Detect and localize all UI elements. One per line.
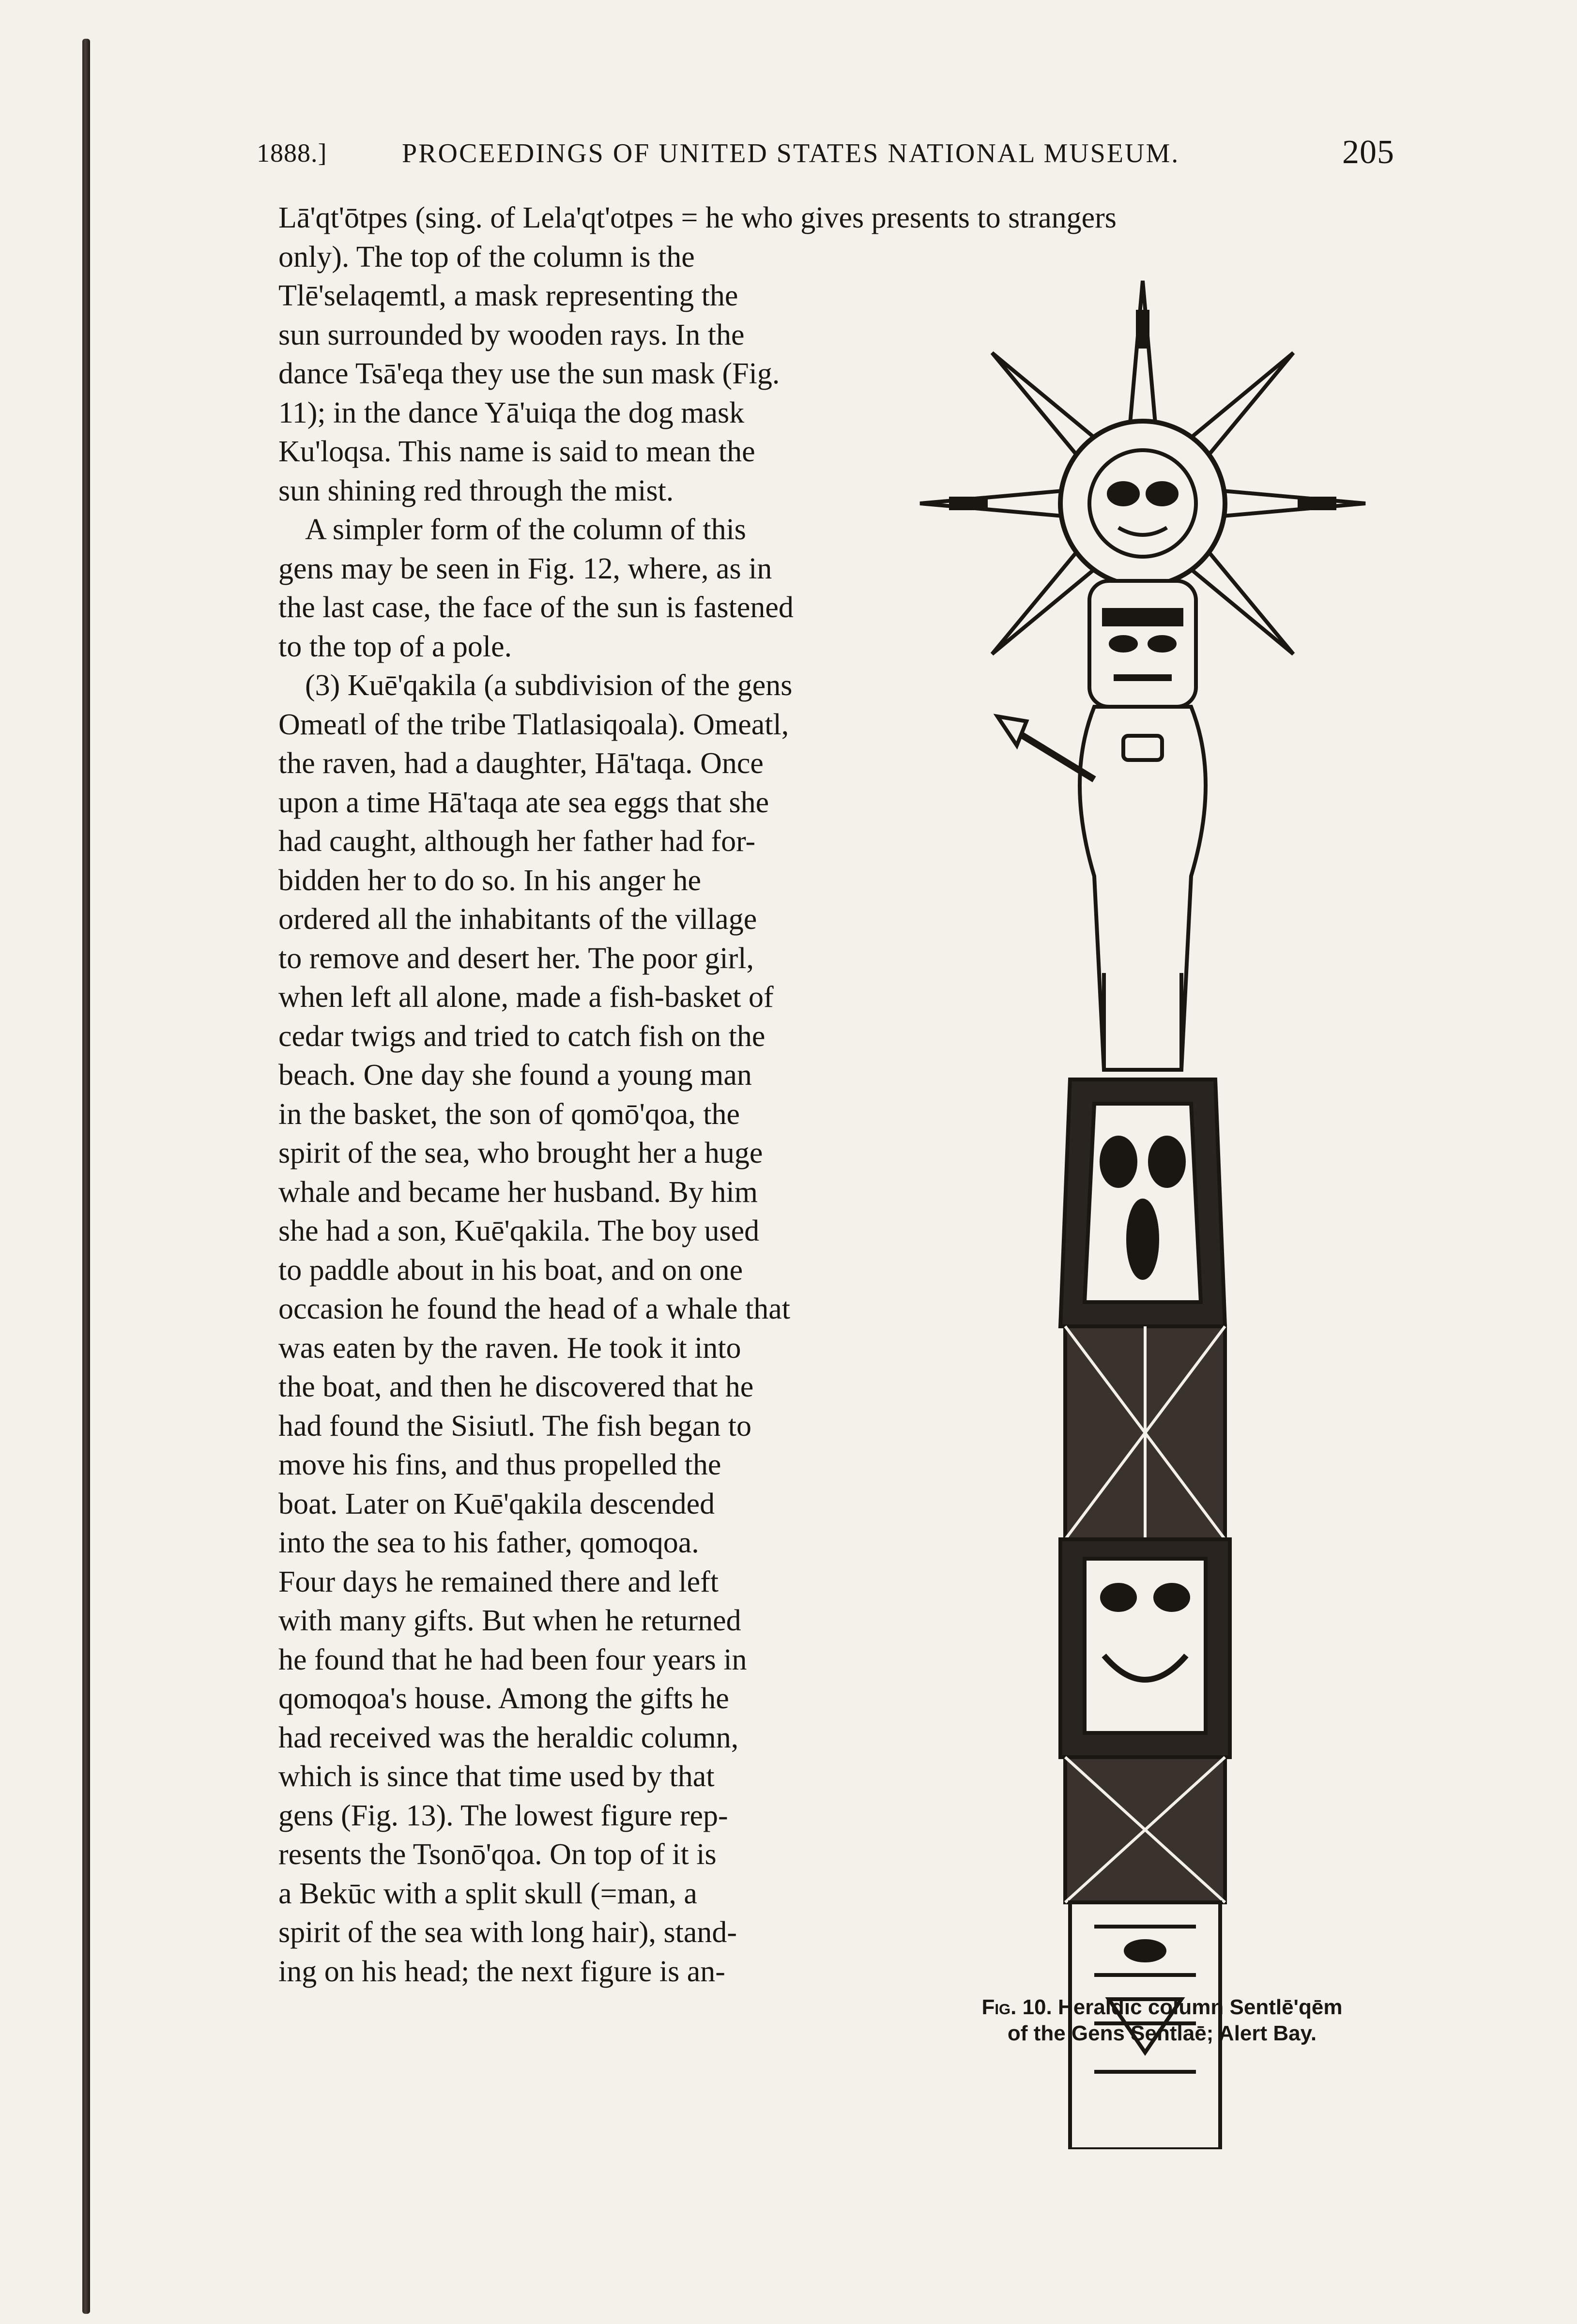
text-line: to the top of a pole. [278,630,512,663]
text-line: sun shining red through the mist. [278,474,674,507]
text-line: had found the Sisiutl. The fish began to [278,1409,751,1443]
text-line: had caught, although her father had for- [278,825,756,858]
text-line: into the sea to his father, qomoqoa. [278,1526,699,1559]
text-line: dance Tsā'eqa they use the sun mask (Fig. [278,357,780,390]
text-line: resents the Tsonō'qoa. On top of it is [278,1838,717,1871]
text-line: whale and became her husband. By him [278,1175,758,1209]
page-number: 205 [1342,134,1394,171]
text-line: to paddle about in his boat, and on one [278,1253,743,1287]
caption-line2: of the Gens Sentlaē; Alert Bay. [1007,2021,1317,2045]
text-line: boat. Later on Kuē'qakila descended [278,1487,715,1520]
text-line: when left all alone, made a fish-basket of [278,981,774,1014]
text-line: bidden her to do so. In his anger he [278,864,701,897]
text-line: upon a time Hā'taqa ate sea eggs that she [278,786,769,819]
heraldic-column-figure [910,271,1375,2149]
caption-text: Heraldic column Sentlē'qēm [1057,1995,1343,2019]
text-line: in the basket, the son of qomō'qoa, the [278,1097,740,1131]
text-line: cedar twigs and tried to catch fish on the [278,1019,766,1053]
text-line: (3) Kuē'qakila (a subdivision of the gens [305,669,793,702]
text-line: only). The top of the column is the [278,240,695,273]
text-line: with many gifts. But when he returned [278,1604,741,1637]
running-header [257,133,1394,177]
totem-illustration [910,271,1375,2149]
text-line: to remove and desert her. The poor girl, [278,942,754,975]
caption-label: Fig. 10. [981,1995,1052,2019]
text-line: had received was the heraldic column, [278,1721,739,1754]
text-line: Omeatl of the tribe Tlatlasiqoala). Omeatl, [278,708,789,741]
header-year: 1888.] [257,138,327,167]
text-line: 11); in the dance Yā'uiqa the dog mask [278,396,745,429]
text-line: Lā'qt'ōtpes (sing. of Lela'qt'otpes = he who gives presents to strangers [278,201,1117,234]
text-line: he found that he had been four years in [278,1643,747,1676]
text-line: she had a son, Kuē'qakila. The boy used [278,1215,760,1247]
text-line: which is since that time used by that [278,1760,715,1793]
text-line: move his fins, and thus propelled the [278,1448,721,1481]
text-line: occasion he found the head of a whale that [278,1292,791,1325]
text-line: Tlē'selaqemtl, a mask representing the [278,279,738,312]
text-line: ordered all the inhabitants of the village [278,903,757,936]
text-line: spirit of the sea with long hair), stand- [278,1916,737,1949]
text-line: A simpler form of the column of this [305,513,746,546]
text-line: was eaten by the raven. He took it into [278,1331,741,1365]
text-line: Ku'loqsa. This name is said to mean the [278,435,755,468]
text-line: ing on his head; the next figure is an- [278,1955,725,1988]
page-binding-edge [73,39,102,2314]
text-line: beach. One day she found a young man [278,1059,752,1092]
text-line: the last case, the face of the sun is fastened [278,591,794,624]
header-title: PROCEEDINGS OF UNITED STATES NATIONAL MUSEUM. [402,138,1180,168]
text-line: gens (Fig. 13). The lowest figure rep- [278,1799,728,1832]
text-line: the raven, had a daughter, Hā'taqa. Once [278,747,764,780]
text-line: Four days he remained there and left [278,1565,719,1598]
text-line: a Bekūc with a split skull (=man, a [278,1877,697,1910]
text-line: sun surrounded by wooden rays. In the [278,318,745,351]
text-line: qomoqoa's house. Among the gifts he [278,1682,729,1715]
text-line: the boat, and then he discovered that he [278,1370,754,1403]
figure-caption [934,1994,1390,2047]
text-line: spirit of the sea, who brought her a huge [278,1137,763,1170]
text-line: gens may be seen in Fig. 12, where, as in [278,552,772,585]
